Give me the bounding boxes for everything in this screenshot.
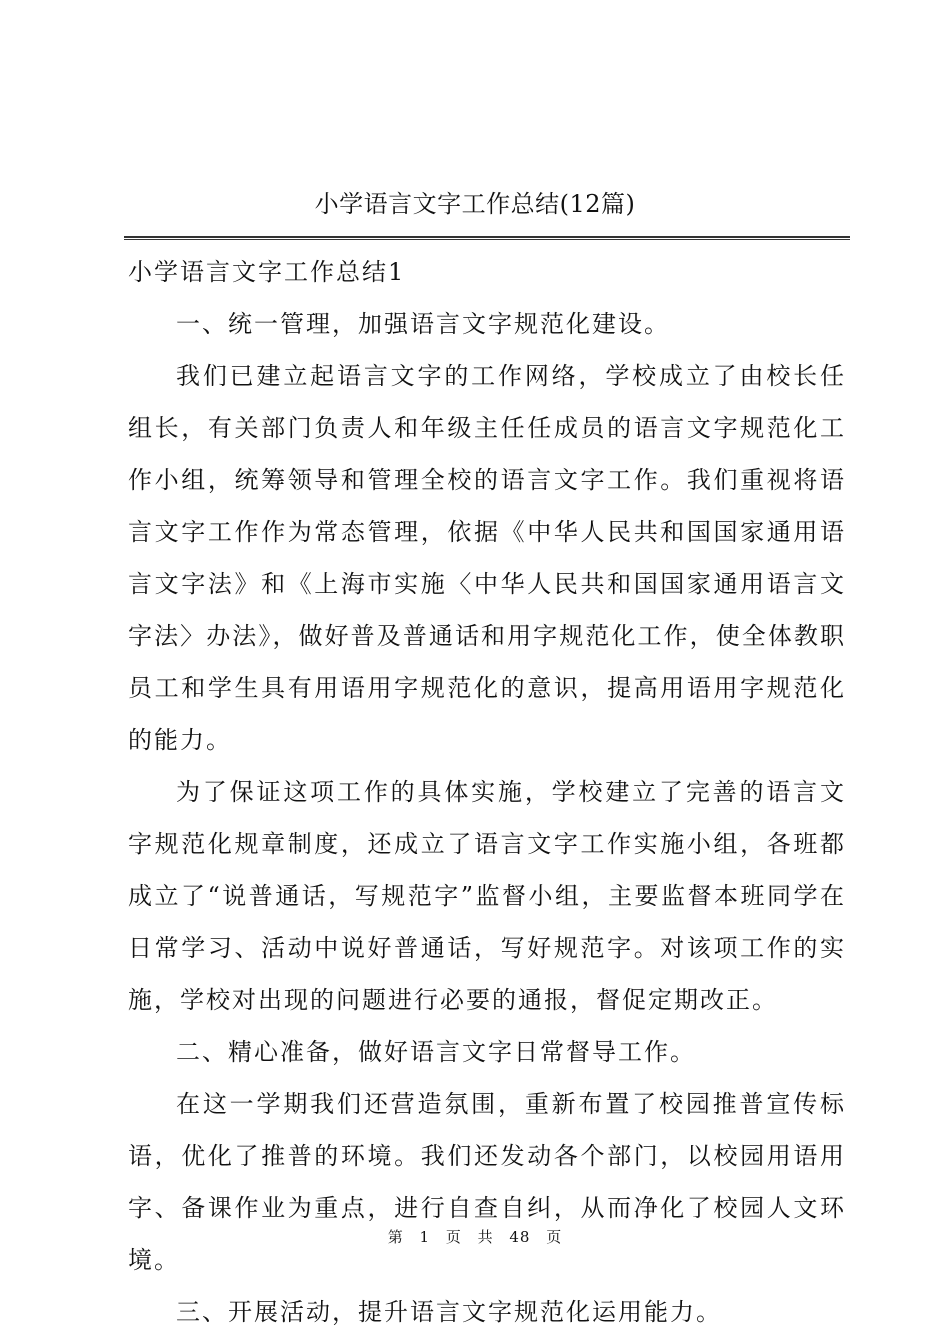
document-body	[128, 246, 846, 1338]
page-title: 小学语言文字工作总结(12篇)	[314, 190, 636, 218]
subheading-2: 二、精心准备，做好语言文字日常督导工作。	[176, 1038, 696, 1066]
paragraph-3: 在这一学期我们还营造氛围，重新布置了校园推普宣传标语，优化了推普的环境。我们还发动各个部门，以校园用语用字、备课作业为重点，进行自查自纠，从而净化了校园人文环境。	[128, 1090, 846, 1274]
paragraph-2: 为了保证这项工作的具体实施，学校建立了完善的语言文字规范化规章制度，还成立了语言文字工作实施小组，各班都成立了“说普通话，写规范字”监督小组，主要监督本班同学在日常学习、活动中说好普通话，写好规范字。对该项工作的实施，学校对出现的问题进行必要的通报，督促定期改正。	[128, 778, 846, 1014]
subheading-1: 一、统一管理，加强语言文字规范化建设。	[176, 310, 670, 338]
paragraph-1: 我们已建立起语言文字的工作网络，学校成立了由校长任组长，有关部门负责人和年级主任任成员的语言文字规范化工作小组，统筹领导和管理全校的语言文字工作。我们重视将语言文字工作作为常态管理，依据《中华人民共和国国家通用语言文字法》和《上海市实施〈中华人民共和国国家通用语言文字法〉办法》，做好普及普通话和用字规范化工作，使全体教职员工和学生具有用语用字规范化的意识，提高用语用字规范化的能力。	[128, 362, 846, 754]
page-footer: 第 1 页 共 48 页	[387, 1228, 563, 1246]
subheading-3: 三、开展活动，提升语言文字规范化运用能力。	[176, 1298, 722, 1326]
title-divider	[124, 236, 850, 240]
section-heading: 小学语言文字工作总结1	[128, 258, 406, 286]
